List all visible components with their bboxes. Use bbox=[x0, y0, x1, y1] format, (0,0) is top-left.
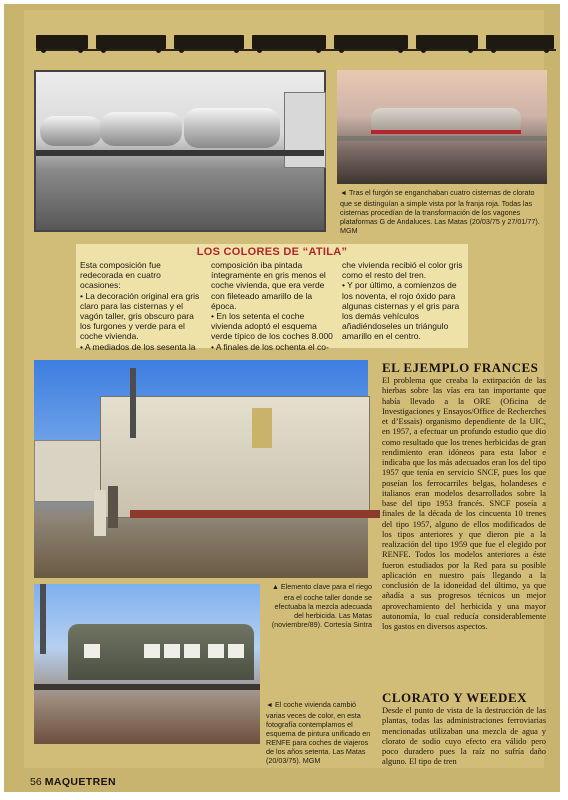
paragraph: composición iba pintada íntegramente en gris menos el coche vivienda, que era verde con fileteado amarillo de la época. bbox=[211, 260, 326, 311]
window-shape bbox=[252, 408, 272, 448]
paragraph: Esta composición fue redecorada en cuatro ocasiones: bbox=[80, 260, 161, 291]
van-shape bbox=[100, 396, 370, 518]
paragraph: • Y por último, a comienzos de los noventa, el rojo óxido para algunas cisternas y el gris para los demás vehículos añadiéndoseles un triángulo amarillo en el centro. bbox=[342, 280, 460, 342]
photo-tank-wagons-bw bbox=[34, 70, 326, 232]
page-footer bbox=[30, 776, 116, 788]
caption-text: El coche vivienda cambió varias veces de color, en esta fotografía contemplamos el esquema de pintura unificado en RENFE para coches de viajeros de los años setenta. Las Matas (20/03/75). MGM bbox=[266, 700, 371, 765]
train-car-silhouette bbox=[174, 35, 244, 49]
train-car-silhouette bbox=[486, 35, 554, 49]
paragraph: • En los setenta el coche vivienda adoptó el esquema verde típico de los coches 8.000 bbox=[211, 310, 333, 342]
caption-workshop-car bbox=[268, 582, 372, 629]
chassis-shape bbox=[337, 136, 547, 141]
chassis-shape bbox=[130, 510, 380, 518]
mast-shape bbox=[40, 584, 46, 654]
colors-column-2 bbox=[211, 260, 333, 352]
chassis-shape bbox=[36, 150, 324, 156]
article-heading-french-example: EL EJEMPLO FRANCES bbox=[382, 360, 539, 375]
article-body-1 bbox=[382, 376, 546, 686]
arrow-left-icon: ◄ bbox=[266, 702, 273, 709]
photo-living-coach bbox=[34, 584, 260, 744]
magazine-brand: MAQUETREN bbox=[44, 776, 116, 788]
window-shape bbox=[208, 644, 224, 658]
tank-shape bbox=[100, 112, 182, 146]
red-stripe bbox=[371, 130, 521, 134]
colors-sidebar-box bbox=[76, 244, 468, 352]
caption-text: Elemento clave para el riego era el coche taller donde se efectuaba la mezcla adecuada del herbicida. Las Matas (noviembre/89). Cortesía Sintra bbox=[271, 582, 372, 629]
article-body-2 bbox=[382, 706, 546, 767]
colors-column-3 bbox=[342, 260, 464, 346]
window-shape bbox=[184, 644, 200, 658]
photo-workshop-car bbox=[34, 360, 368, 578]
train-car-silhouette bbox=[36, 35, 88, 49]
person-shape bbox=[94, 490, 106, 536]
window-shape bbox=[144, 644, 160, 658]
window-shape bbox=[164, 644, 180, 658]
article-heading-chlorate: CLORATO Y WEEDEX bbox=[382, 690, 528, 705]
paragraph: • A finales de los ochenta el co- bbox=[211, 341, 329, 352]
tank-shape bbox=[184, 108, 280, 148]
train-silhouette-strip bbox=[36, 30, 556, 54]
train-car-silhouette bbox=[416, 35, 478, 49]
paragraph: che vivienda recibió el color gris como el resto del tren. bbox=[342, 260, 463, 281]
paragraph: • A mediados de los sesenta la bbox=[80, 341, 196, 352]
train-car-silhouette bbox=[334, 35, 408, 49]
window-shape bbox=[84, 644, 100, 658]
arrow-left-icon: ◄ bbox=[340, 190, 347, 197]
colors-column-1 bbox=[80, 260, 202, 352]
paragraph: • La decoración original era gris claro para las cisternas y el vagón taller, gris obscuro para los furgones y verde para el coche vivienda. bbox=[80, 290, 200, 342]
paragraph: Desde el punto de vista de la destrucción de las plantas, todas las administraciones ferroviarias mencionadas utilizaban una mezcla de agua y clorato de sodio cuyo efecto era válido pero poco duradero pues la raíz no sufría daño alguno. El tipo de tren bbox=[382, 706, 546, 767]
person-shape bbox=[108, 486, 118, 528]
train-car-silhouette bbox=[252, 35, 326, 49]
colors-box-columns bbox=[80, 260, 464, 352]
page-number: 56 bbox=[30, 776, 42, 788]
chassis-shape bbox=[34, 684, 260, 690]
caption-living-coach bbox=[266, 700, 374, 765]
photo-tank-wagon-color bbox=[337, 70, 547, 184]
colors-box-title: LOS COLORES DE “ATILA” bbox=[196, 246, 348, 258]
van-shape bbox=[284, 92, 326, 168]
paragraph: El problema que creaba la extirpación de las hierbas sobre las vías era tan importante que había llevado a la ORE (Oficina de Investigaciones y Ensayos/Office de Recherches et d’Essais) organismo dependiente de la UIC, en 1957, a efectuar un profundo estudio que dio como resultado que los trenes herbicidas de gran rendimiento eran idóneos para esta labor e indicaba que los más adecuados eran los del tipo 1957 que tenía en servicio SNCF, pues los que poseían los ferrocarriles belgas, holandeses e italianos eran modelos desarrollados sobre la base del tipo 1953 francés. SNCF poseía a finales de la década de los cincuenta 10 trenes del tipo 1957, alguno de ellos modificados de los tipos anteriores y que dieron pie a la realización del tipo 1959 que fue el elegido por RENFE. Todos los modelos anteriores a éste fueron estudiados por la Red para su posible aplicación en nuestro país llegando a la conclusión de la idoneidad del último, ya que añadía a sus progresos técnicos un mejor aprovechamiento del herbicida y una mayor autonomía, lo cual reducía considerablemente los gastos en diversos aspectos. bbox=[382, 376, 546, 631]
window-shape bbox=[228, 644, 244, 658]
mast-shape bbox=[130, 368, 136, 438]
train-car-silhouette bbox=[96, 35, 166, 49]
caption-top-photos bbox=[340, 188, 540, 235]
arrow-up-icon: ▲ bbox=[271, 584, 279, 591]
caption-text: Tras el furgón se enganchaban cuatro cisternas de clorato que se distinguían a simple vista por la franja roja. Todas las cisternas procedían de la transformación de los vagones plataformas G de Andaluces. Las Matas (20/03/75 y 27/01/77). MGM bbox=[340, 188, 540, 235]
rail-line bbox=[36, 49, 556, 51]
tank-shape bbox=[40, 116, 102, 146]
